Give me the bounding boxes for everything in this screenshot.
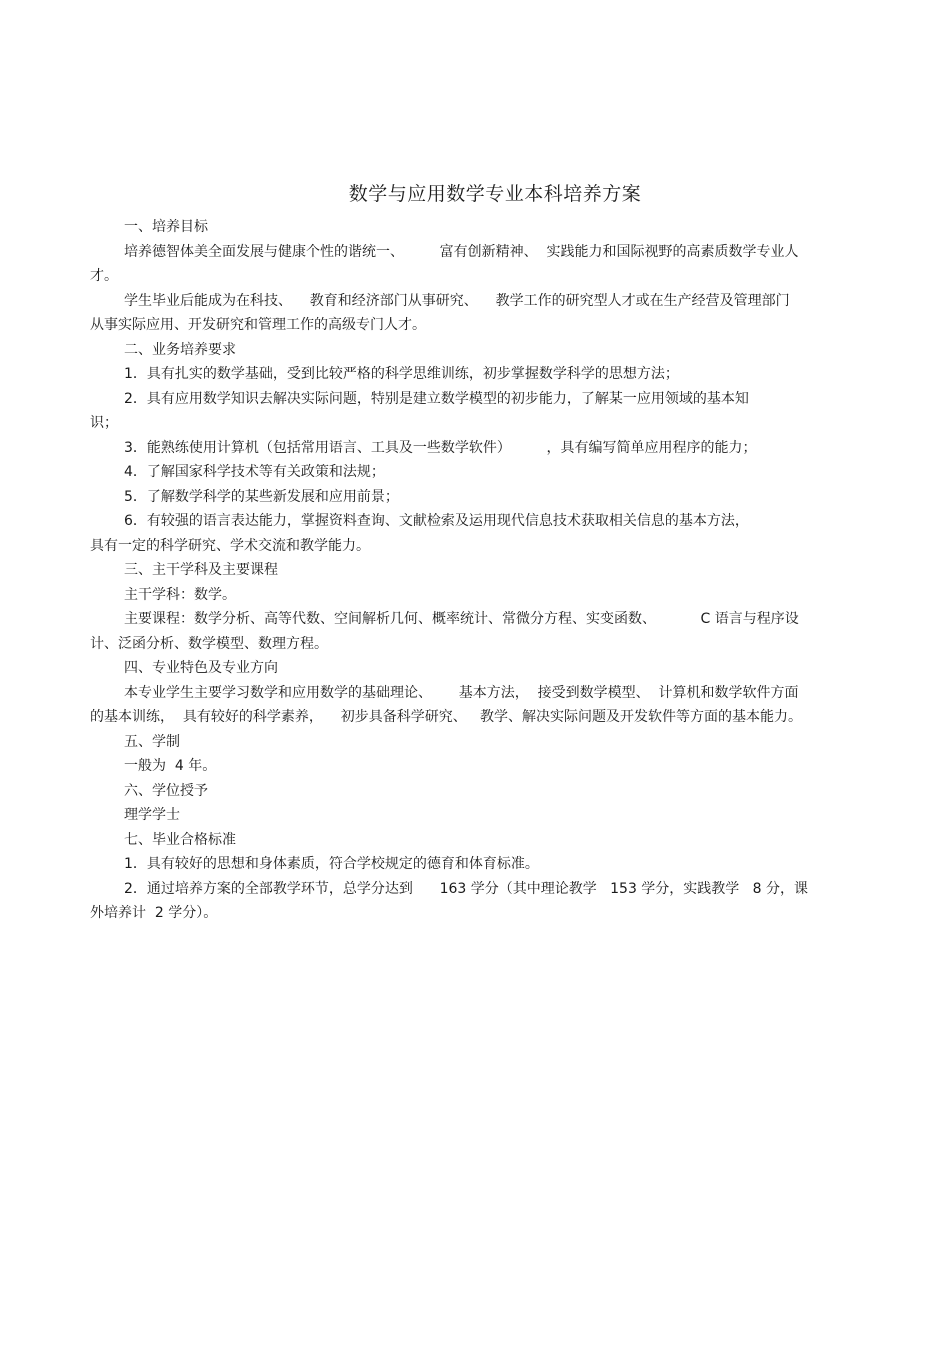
main-discipline: 主干学科：数学。 (124, 586, 236, 603)
req-3: 3．能熟练使用计算机（包括常用语言、工具及一些数学软件） ，具有编写简单应用程序的能力； (124, 439, 757, 456)
main-courses-line1: 主要课程：数学分析、高等代数、空间解析几何、概率统计、常微分方程、实变函数、 C 语言与程序设 (124, 611, 799, 627)
objectives-p2-line1: 学生毕业后能成为在科技、 教育和经济部门从事研究、 教学工作的研究型人才或在生产经营及管理部门 (124, 292, 790, 309)
objectives-p1-line2: 才。 (90, 268, 118, 284)
heading-features: 四、专业特色及专业方向 (124, 660, 278, 676)
features-line2: 的基本训练， 具有较好的科学素养， 初步具备科学研究、 教学、解决实际问题及开发软件等方面的基本能力。 (90, 709, 803, 725)
grad-1: 1．具有较好的思想和身体素质，符合学校规定的德育和体育标准。 (124, 856, 539, 872)
req-6-line2: 具有一定的科学研究、学术交流和教学能力。 (90, 537, 370, 554)
req-4: 4．了解国家科学技术等有关政策和法规； (124, 464, 385, 480)
heading-degree: 六、学位授予 (124, 782, 208, 799)
req-5: 5．了解数学科学的某些新发展和应用前景； (124, 488, 399, 505)
heading-duration: 五、学制 (124, 733, 180, 750)
req-6-line1: 6．有较强的语言表达能力，掌握资料查询、文献检索及运用现代信息技术获取相关信息的基本方法， (124, 513, 749, 529)
req-1: 1．具有扎实的数学基础，受到比较严格的科学思维训练，初步掌握数学科学的思想方法； (124, 366, 679, 382)
objectives-p1-line1: 培养德智体美全面发展与健康个性的谐统一、 富有创新精神、 实践能力和国际视野的高素质数学专业人 (124, 243, 799, 260)
req-2-line1: 2．具有应用数学知识去解决实际问题，特别是建立数学模型的初步能力，了解某一应用领域的基本知 (124, 390, 749, 407)
grad-2-line1: 2．通过培养方案的全部教学环节，总学分达到 163 学分（其中理论教学 153 学分，实践教学 8 分，课 (124, 880, 809, 897)
grad-2-line2: 外培养计 2 学分）。 (90, 905, 218, 921)
heading-requirements: 二、业务培养要求 (124, 341, 236, 358)
heading-objectives: 一、培养目标 (124, 219, 208, 235)
degree-text: 理学学士 (124, 807, 180, 823)
heading-graduation: 七、毕业合格标准 (124, 831, 236, 848)
heading-courses: 三、主干学科及主要课程 (124, 562, 278, 578)
req-2-line2: 识； (90, 415, 118, 431)
duration-text: 一般为 4 年。 (124, 758, 217, 774)
document-body (90, 215, 870, 926)
objectives-p2-line2: 从事实际应用、开发研究和管理工作的高级专门人才。 (90, 317, 426, 333)
document-title: 数学与应用数学专业本科培养方案 (348, 183, 642, 205)
main-courses-line2: 计、泛函分析、数学模型、数理方程。 (90, 635, 328, 652)
features-line1: 本专业学生主要学习数学和应用数学的基础理论、 基本方法， 接受到数学模型、 计算机和数学软件方面 (124, 684, 799, 701)
